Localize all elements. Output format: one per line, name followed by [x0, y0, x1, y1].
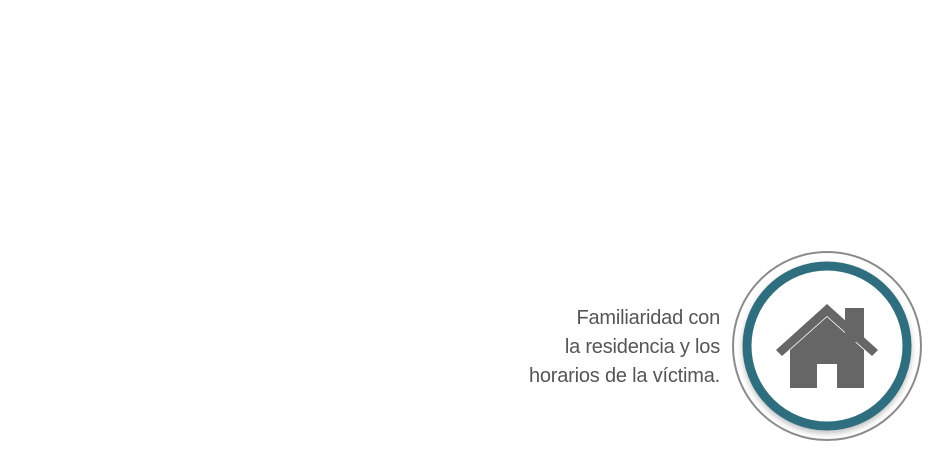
caption-line-3: horarios de la víctima. — [528, 365, 720, 387]
caption-text — [480, 304, 720, 391]
house-icon — [730, 250, 924, 444]
caption-line-1: Familiaridad con — [576, 307, 720, 329]
caption-line-2: la residencia y los — [564, 336, 720, 358]
house-badge — [730, 250, 924, 444]
